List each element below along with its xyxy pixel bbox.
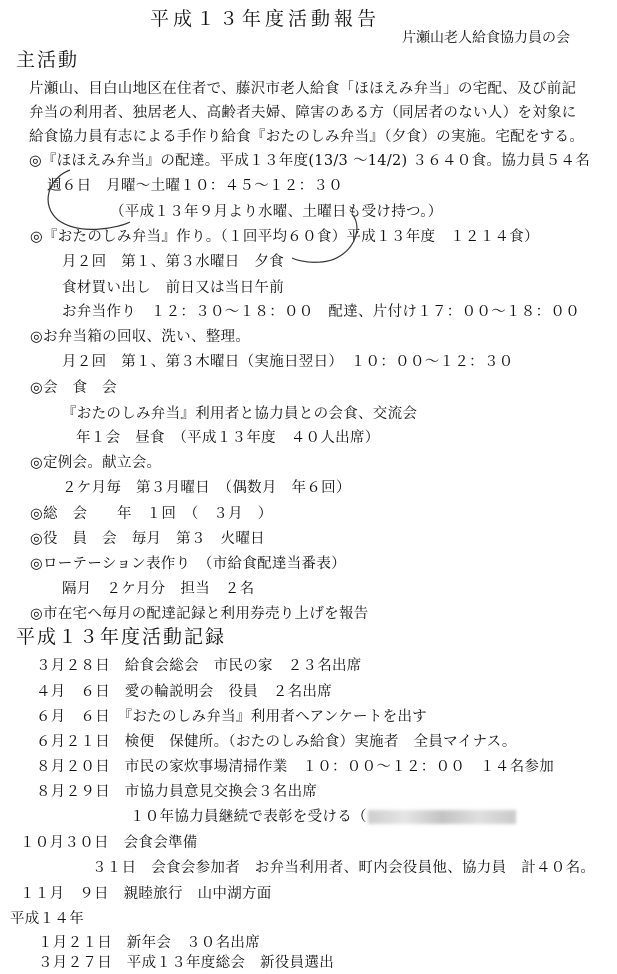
activity-line: 月２回 第１、第３木曜日（実施日翌日） １０：００～１２：３０ <box>62 354 514 370</box>
activity-line: ◎役 員 会 毎月 第３ 火曜日 <box>30 531 265 547</box>
activity-line: 片瀬山、目白山地区在住者で、藤沢市老人給食「ほほえみ弁当」の宅配、及び前記 <box>29 81 577 97</box>
activity-line: ◎ローテーション表作り （市給食配達当番表） <box>30 556 346 572</box>
activity-line: 隔月 ２ケ月分 担当 ２名 <box>62 581 255 597</box>
activity-line: 週６日 月曜～土曜１０：４５～１２：３０ <box>47 178 343 194</box>
record-line: ６月２１日 検便 保健所。（おたのしみ給食）実施者 全員マイナス。 <box>36 734 517 750</box>
record-line: １１月 ９日 親睦旅行 山中湖方面 <box>20 886 272 902</box>
record-line: ３月２８日 給食会総会 市民の家 ２３名出席 <box>36 658 362 674</box>
activity-line: 食材買い出し 前日又は当日午前 <box>62 280 284 296</box>
record-line: ３月２７日 平成１３年度総会 新役員選出 <box>38 955 334 971</box>
activity-line: ２ケ月毎 第３月曜日 （偶数月 年６回） <box>62 480 351 496</box>
section-heading-main-activity: 主活動 <box>16 49 80 71</box>
activity-line: ◎『おたのしみ弁当』作り。（１回平均６０食）平成１３年度 １２１４食） <box>30 229 539 245</box>
redacted-text <box>368 810 516 824</box>
section-heading-activity-records: 平成１３年度活動記録 <box>16 626 227 648</box>
record-line: ８月２０日 市民の家炊事場清掃作業 １０：００～１２：００ １４名参加 <box>36 759 554 775</box>
activity-line: お弁当作り １２：３０～１８：００ 配達、片付け１７：００～１８：００ <box>62 304 580 320</box>
activity-line: ◎総 会 年 １回 （ ３月 ） <box>30 506 273 522</box>
record-line: １月２１日 新年会 ３０名出席 <box>38 935 260 951</box>
activity-line: 給食協力員有志による手作り給食『おたのしみ弁当』（夕食）の実施。宅配をする。 <box>29 129 585 145</box>
record-line: ３１日 会食会参加者 お弁当利用者、町内会役員他、協力員 計４０名。 <box>92 860 596 876</box>
activity-line: ◎お弁当箱の回収、洗い、整理。 <box>30 329 251 345</box>
record-line: ８月２９日 市協力員意見交換会３名出席 <box>36 784 318 800</box>
record-line: １０年協力員継続で表彰を受ける（ <box>130 809 367 825</box>
organization-name: 片瀬山老人給食協力員の会 <box>402 30 570 46</box>
activity-line: ◎『ほほえみ弁当』の配達。平成１３年度(13/3 ～14/2) ３６４０食。協力員５４名 <box>29 153 591 169</box>
activity-line: 月２回 第１、第３水曜日 夕食 <box>62 254 284 270</box>
activity-line: （平成１３年９月より水曜、土曜日も受け持つ。） <box>110 204 443 220</box>
record-line: ６月 ６日 『おたのしみ弁当』利用者へアンケートを出す <box>36 709 428 725</box>
activity-line: ◎市在宅へ毎月の配達記録と利用券売り上げを報告 <box>30 606 369 622</box>
activity-line: 弁当の利用者、独居老人、高齢者夫婦、障害のある方（同居者のない人）を対象に <box>29 105 577 121</box>
record-line: 平成１４年 <box>10 911 84 927</box>
activity-line: 『おたのしみ弁当』利用者と協力員との会食、交流会 <box>62 406 418 422</box>
report-title: 平成１３年度活動報告 <box>150 8 381 30</box>
record-line: ４月 ６日 愛の輪説明会 役員 ２名出席 <box>36 684 332 700</box>
activity-line: ◎会 食 会 <box>30 380 117 396</box>
activity-line: 年１会 昼食 （平成１３年度 ４０人出席） <box>76 430 380 446</box>
activity-line: ◎定例会。献立会。 <box>30 455 162 471</box>
record-line: １０月３０日 会食会準備 <box>20 835 198 851</box>
